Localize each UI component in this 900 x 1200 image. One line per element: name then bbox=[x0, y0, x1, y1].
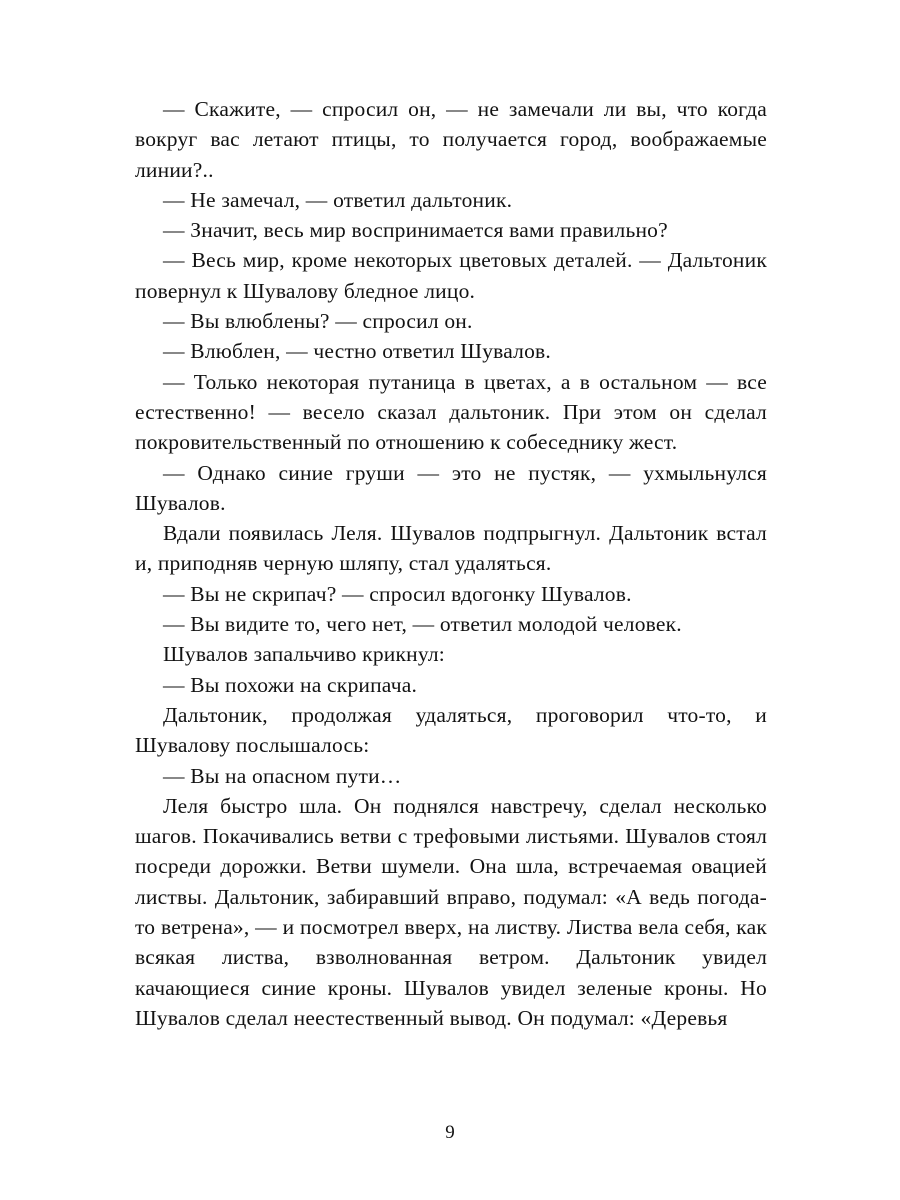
paragraph: — Вы видите то, чего нет, — ответил молодой человек. bbox=[163, 612, 682, 637]
paragraph: Шувалов запальчиво крикнул: bbox=[163, 642, 445, 667]
paragraph: — Влюблен, — честно ответил Шувалов. bbox=[163, 339, 551, 364]
paragraph: Дальтоник, продолжая удаляться, проговорил что-то, и Шувалову послышалось: bbox=[135, 702, 767, 758]
paragraph: — Однако синие груши — это не пустяк, — ухмыльнулся Шувалов. bbox=[135, 460, 767, 515]
paragraph: — Не замечал, — ответил дальтоник. bbox=[163, 187, 513, 212]
page-number: 9 bbox=[445, 1122, 455, 1143]
paragraph: — Вы на опасном пути… bbox=[163, 763, 402, 788]
paragraph: — Весь мир, кроме некоторых цветовых деталей. — Дальтоник повернул к Шувалову бледное лицо. bbox=[135, 248, 767, 303]
paragraph: Леля быстро шла. Он поднялся навстречу, сделал несколько шагов. Покачивались ветви с трефовыми листьями. Шувалов стоял посреди дорожки. Ветви шумели. Она шла, встречаемая овацией листвы. Дальтоник, забиравший вправо, подумал: «А ведь погода-то ветрена», — и посмотрел вверх, на листву. Листва вела себя, как всякая листва, взволнованная ветром. Дальтоник увидел качающиеся синие кроны. Шувалов увидел зеленые кроны. Но Шувалов сделал неестественный вывод. Он подумал: «Деревья bbox=[135, 793, 767, 1030]
paragraph: — Вы не скрипач? — спросил вдогонку Шувалов. bbox=[163, 581, 632, 606]
paragraph: — Скажите, — спросил он, — не замечали ли вы, что когда вокруг вас летают птицы, то получается город, воображаемые линии?.. bbox=[135, 97, 767, 182]
page-text bbox=[135, 94, 767, 1033]
paragraph: — Только некоторая путаница в цветах, а в остальном — все естественно! — весело сказал дальтоник. При этом он сделал покровительственный по отношению к собеседнику жест. bbox=[135, 369, 767, 455]
paragraph: Вдали появилась Леля. Шувалов подпрыгнул. Дальтоник встал и, приподняв черную шляпу, стал удаляться. bbox=[135, 521, 767, 576]
paragraph: — Вы похожи на скрипача. bbox=[163, 672, 418, 697]
paragraph: — Значит, весь мир воспринимается вами правильно? bbox=[163, 218, 668, 243]
paragraph: — Вы влюблены? — спросил он. bbox=[163, 309, 473, 334]
